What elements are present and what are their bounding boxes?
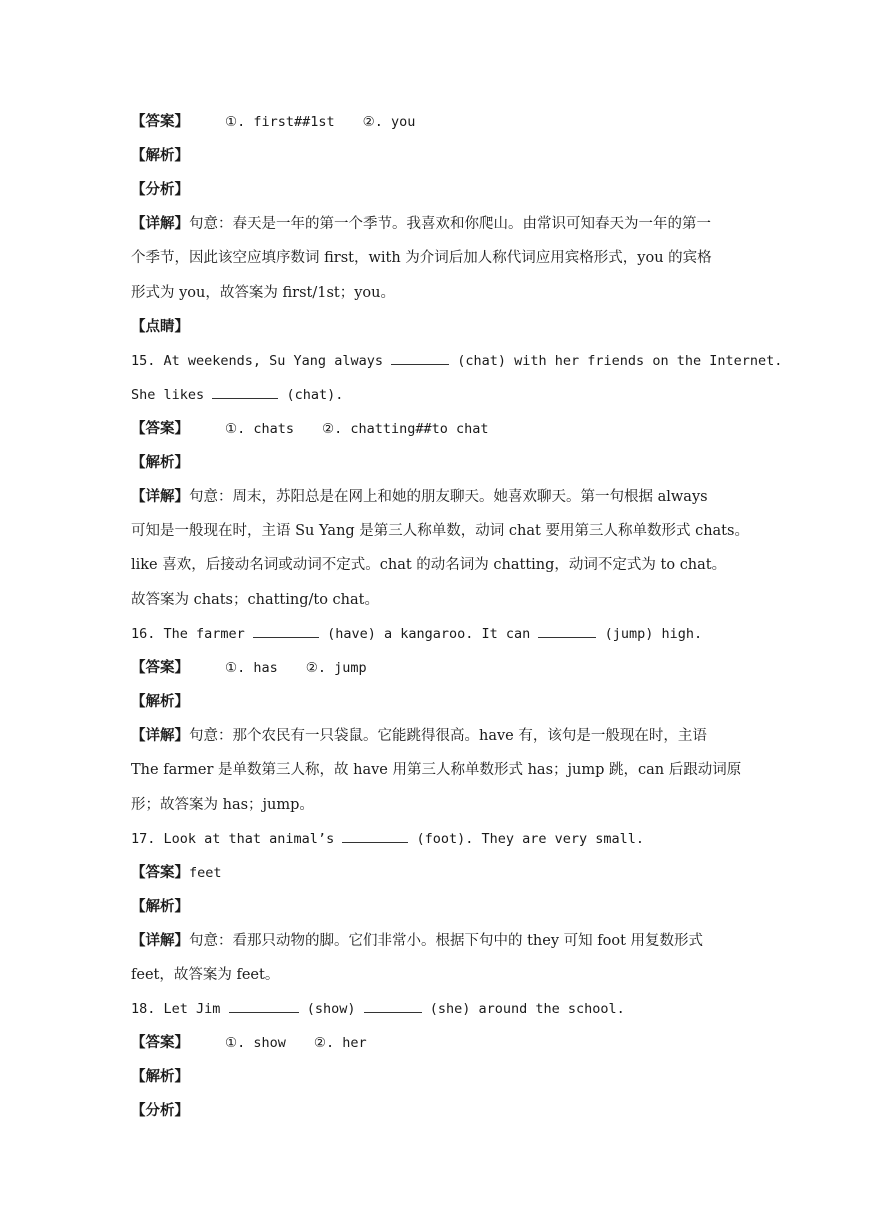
detail-label: 【详解】	[131, 488, 189, 505]
q14-fenxi-label	[131, 180, 741, 200]
q15-detail-line-3: like 喜欢，后接动名词或动词不定式。chat 的动名词为 chatting，动词不定式为 to chat。	[131, 557, 727, 573]
answer-label: 【答案】	[131, 420, 189, 437]
q16-question-line	[131, 624, 741, 644]
q15-text-a: 15. At weekends, Su Yang always	[131, 353, 383, 369]
q16-text-a: 16. The farmer	[131, 626, 245, 642]
q17-text-b: (foot). They are very small.	[416, 831, 645, 847]
q16-answer-line	[131, 658, 741, 678]
detail-label: 【详解】	[131, 727, 189, 744]
q16-answer-1: ①. has	[225, 660, 278, 676]
q18-text-c: (she) around the school.	[429, 1001, 625, 1017]
q14-answer-line	[131, 112, 741, 132]
q15-text-b: (chat) with her friends on the Internet.	[457, 353, 783, 369]
q17-detail-line-2: feet，故答案为 feet。	[131, 967, 280, 983]
q17-answer: feet	[189, 865, 222, 881]
q14-answer-1: ①. first##1st	[225, 114, 335, 130]
q15-detail-line-1	[131, 487, 741, 507]
q18-blank-1	[229, 1000, 299, 1013]
q14-detail-line-3: 形式为 you，故答案为 first/1st；you。	[131, 285, 395, 301]
q17-analysis-label	[131, 897, 741, 917]
fenxi-label: 【分析】	[131, 1102, 189, 1119]
q16-detail-text-1: 句意：那个农民有一只袋鼠。它能跳得很高。have 有，该句是一般现在时，主语	[189, 728, 707, 744]
q18-answer-2: ②. her	[313, 1035, 367, 1051]
q15-question-line-2	[131, 385, 741, 405]
q16-answer-2: ②. jump	[305, 660, 367, 676]
answer-label: 【答案】	[131, 659, 189, 676]
q15-question-line-1	[131, 351, 783, 371]
q16-text-b: (have) a kangaroo. It can	[327, 626, 531, 642]
q15-detail-line-2: 可知是一般现在时，主语 Su Yang 是第三人称单数，动词 chat 要用第三人称单数形式 chats。	[131, 523, 749, 539]
q15-text-d: (chat).	[286, 387, 344, 403]
q17-text-a: 17. Look at that animal’s	[131, 831, 335, 847]
q18-answer-1: ①. show	[225, 1035, 286, 1051]
answer-label: 【答案】	[131, 1034, 189, 1051]
q16-detail-line-3: 形；故答案为 has；jump。	[131, 797, 314, 813]
analysis-label: 【解析】	[131, 147, 189, 164]
q14-answer-2: ②. you	[362, 114, 416, 130]
q15-blank-1	[391, 352, 449, 365]
q15-detail-line-4: 故答案为 chats；chatting/to chat。	[131, 592, 379, 608]
q17-question-line	[131, 829, 741, 849]
analysis-label: 【解析】	[131, 898, 189, 915]
detail-label: 【详解】	[131, 215, 189, 232]
q16-blank-1	[253, 625, 319, 638]
answer-label: 【答案】	[131, 113, 189, 130]
q16-analysis-label	[131, 692, 741, 712]
q14-dianjing-label	[131, 317, 741, 337]
q15-detail-text-1: 句意：周末，苏阳总是在网上和她的朋友聊天。她喜欢聊天。第一句根据 always	[189, 489, 708, 505]
q15-answer-2: ②. chatting##to chat	[322, 421, 489, 437]
q15-answer-1: ①. chats	[225, 421, 294, 437]
q16-detail-line-1	[131, 726, 741, 746]
q14-detail-line-1	[131, 214, 741, 234]
q18-answer-line	[131, 1033, 741, 1053]
q15-analysis-label	[131, 453, 741, 473]
q17-answer-line	[131, 863, 741, 883]
q17-detail-text-1: 句意：看那只动物的脚。它们非常小。根据下句中的 they 可知 foot 用复数形式	[189, 933, 704, 949]
analysis-label: 【解析】	[131, 454, 189, 471]
detail-label: 【详解】	[131, 932, 189, 949]
q15-blank-2	[212, 386, 278, 399]
q16-detail-line-2: The farmer 是单数第三人称，故 have 用第三人称单数形式 has；jump 跳，can 后跟动词原	[131, 762, 742, 778]
q18-analysis-label	[131, 1067, 741, 1087]
q16-text-c: (jump) high.	[604, 626, 703, 642]
dianjing-label: 【点睛】	[131, 318, 189, 335]
q14-detail-line-2: 个季节，因此该空应填序数词 first，with 为介词后加人称代词应用宾格形式，you 的宾格	[131, 250, 712, 266]
q17-blank	[342, 830, 408, 843]
q14-detail-text-1: 句意：春天是一年的第一个季节。我喜欢和你爬山。由常识可知春天为一年的第一	[189, 216, 711, 232]
answer-label: 【答案】	[131, 864, 189, 881]
q16-blank-2	[538, 625, 596, 638]
q15-answer-line	[131, 419, 741, 439]
q18-blank-2	[364, 1000, 422, 1013]
analysis-label: 【解析】	[131, 1068, 189, 1085]
q18-text-b: (show)	[306, 1001, 356, 1017]
fenxi-label: 【分析】	[131, 181, 189, 198]
q17-detail-line-1	[131, 931, 741, 951]
analysis-label: 【解析】	[131, 693, 189, 710]
q18-fenxi-label	[131, 1101, 741, 1121]
q14-analysis-label	[131, 146, 741, 166]
q15-text-c: She likes	[131, 387, 205, 403]
q18-text-a: 18. Let Jim	[131, 1001, 221, 1017]
q18-question-line	[131, 999, 741, 1019]
